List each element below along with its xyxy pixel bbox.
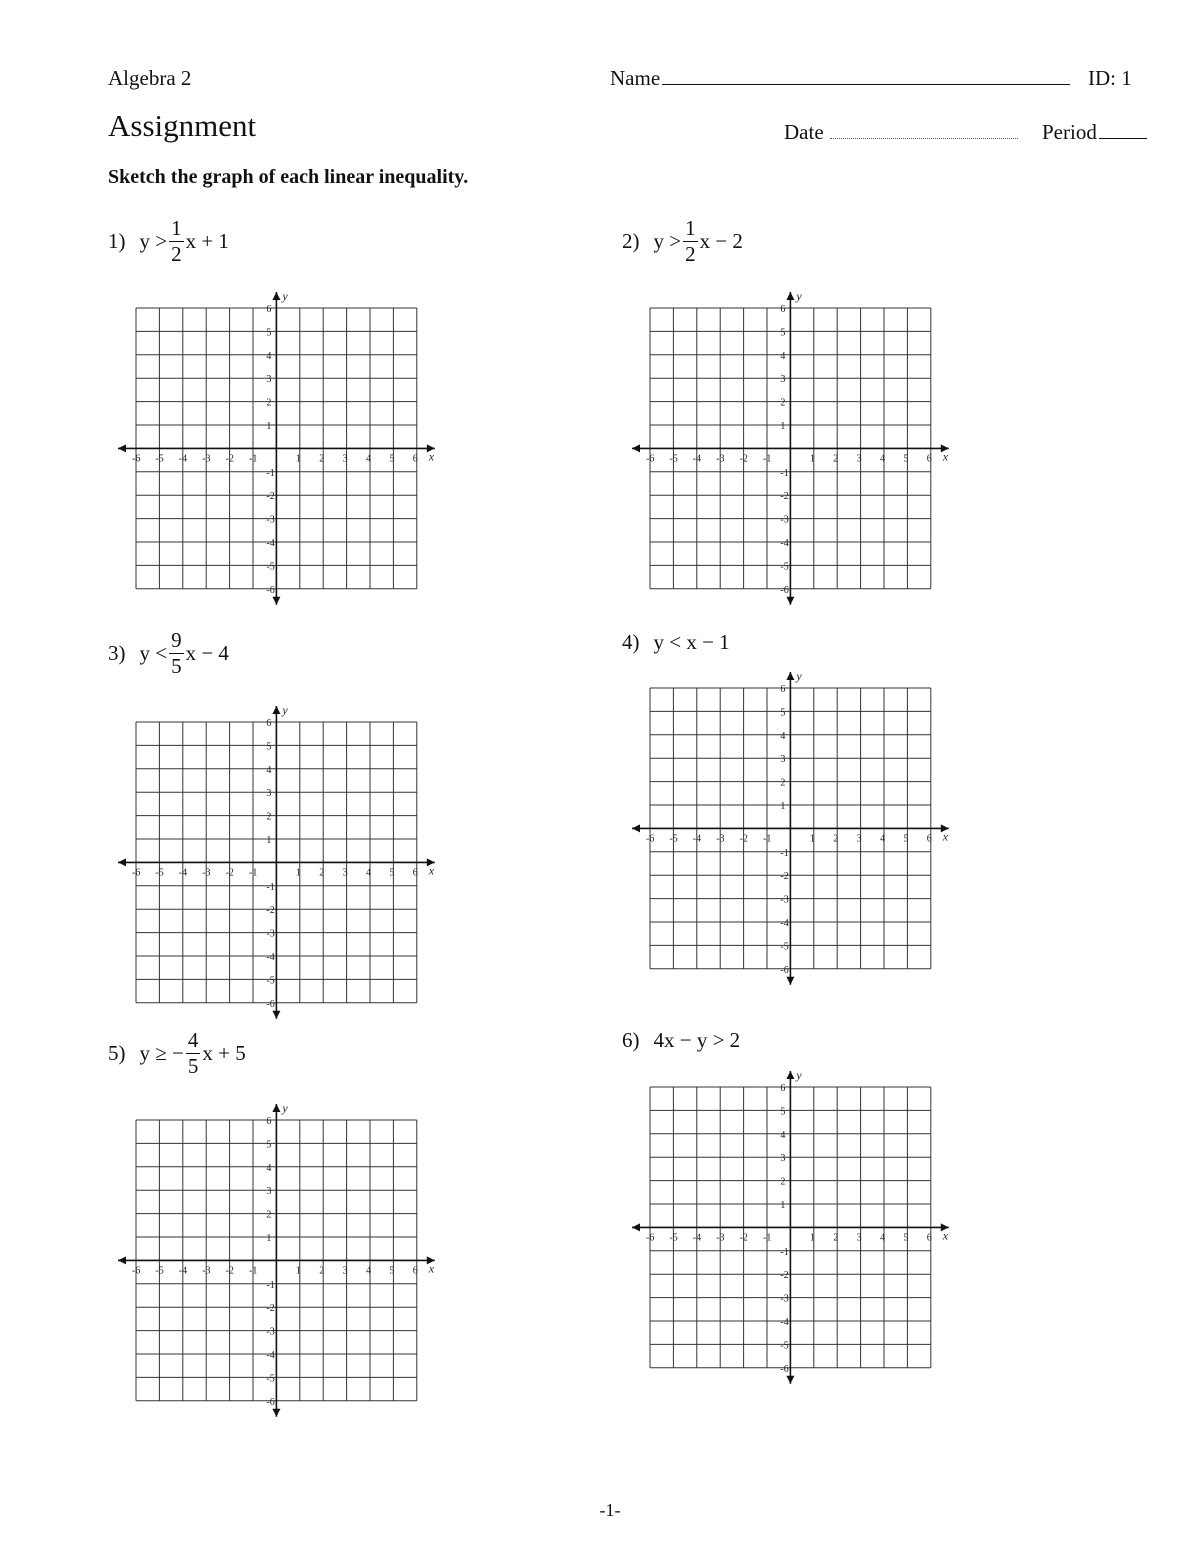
y-tick-label: 6 xyxy=(780,1083,786,1094)
y-tick-label: -3 xyxy=(780,514,789,526)
y-tick-label: 4 xyxy=(780,350,786,362)
y-axis-label: y xyxy=(282,1101,288,1115)
y-tick-label: 6 xyxy=(780,684,786,695)
x-tick-label: 4 xyxy=(366,1265,371,1277)
y-axis-arrow-up xyxy=(786,292,794,300)
x-tick-label: 5 xyxy=(903,1232,909,1244)
assignment-title: Assignment xyxy=(108,108,257,143)
fraction-denominator: 5 xyxy=(171,654,182,678)
x-tick-label: -1 xyxy=(249,453,258,465)
y-tick-label: 1 xyxy=(266,1233,272,1244)
problem-number: 2) xyxy=(622,229,640,253)
x-tick-label: 1 xyxy=(809,833,815,845)
y-tick-label: 5 xyxy=(780,327,786,339)
y-axis-arrow-up xyxy=(272,292,280,300)
y-axis-arrow-up xyxy=(272,706,280,714)
y-axis-label: y xyxy=(282,703,288,717)
x-tick-label: -3 xyxy=(716,453,725,465)
problem-number: 1) xyxy=(108,229,126,253)
y-tick-label: -3 xyxy=(266,1326,275,1338)
date-label: Date xyxy=(784,120,824,144)
fraction-numerator: 1 xyxy=(171,216,182,240)
fraction-denominator: 2 xyxy=(171,242,182,266)
y-tick-label: 2 xyxy=(780,397,786,409)
expression-prefix: y < xyxy=(139,641,168,665)
x-tick-label: -1 xyxy=(763,833,772,845)
grid-problem-1[interactable] xyxy=(118,289,435,605)
y-tick-label: -5 xyxy=(266,1373,275,1385)
x-tick-label: 2 xyxy=(319,867,325,879)
y-tick-label: 1 xyxy=(780,801,786,812)
y-tick-label: 4 xyxy=(780,1129,786,1141)
x-tick-label: 2 xyxy=(833,453,839,465)
x-tick-label: -3 xyxy=(202,1265,211,1277)
y-tick-label: 4 xyxy=(780,730,786,742)
page-number: -1- xyxy=(599,1500,621,1520)
y-axis-label: y xyxy=(796,669,802,683)
fraction-numerator: 9 xyxy=(171,628,182,652)
y-tick-label: -3 xyxy=(780,894,789,906)
x-tick-label: 6 xyxy=(926,833,932,845)
instructions: Sketch the graph of each linear inequality. xyxy=(108,166,469,188)
y-axis-arrow-down xyxy=(272,1011,280,1019)
grid-problem-5[interactable] xyxy=(118,1101,435,1417)
y-axis-arrow-down xyxy=(786,977,794,985)
y-tick-label: 2 xyxy=(780,1176,786,1188)
y-tick-label: 6 xyxy=(780,304,786,315)
y-tick-label: 3 xyxy=(780,1153,786,1165)
y-tick-label: 5 xyxy=(266,741,272,753)
y-tick-label: -5 xyxy=(780,561,789,573)
y-tick-label: -6 xyxy=(266,584,275,596)
y-axis-arrow-up xyxy=(786,672,794,680)
x-tick-label: -6 xyxy=(646,453,655,465)
x-tick-label: 3 xyxy=(856,1232,862,1244)
x-tick-label: 2 xyxy=(319,1265,325,1277)
y-tick-label: -5 xyxy=(780,1340,789,1352)
problem-number: 3) xyxy=(108,641,126,665)
expression-suffix: x + 5 xyxy=(202,1041,246,1065)
x-tick-label: 5 xyxy=(903,453,909,465)
x-tick-label: -5 xyxy=(669,833,678,845)
y-tick-label: -1 xyxy=(780,1246,789,1258)
problem-number: 4) xyxy=(622,630,640,654)
x-axis-arrow-left xyxy=(118,444,126,452)
x-tick-label: -1 xyxy=(763,1232,772,1244)
x-tick-label: 5 xyxy=(389,453,395,465)
y-tick-label: -1 xyxy=(780,467,789,479)
y-tick-label: 2 xyxy=(266,811,272,823)
y-tick-label: -2 xyxy=(266,1303,275,1315)
x-tick-label: 5 xyxy=(389,1265,395,1277)
y-tick-label: 1 xyxy=(780,421,786,432)
expression-text: 4x − y > 2 xyxy=(653,1028,741,1052)
x-tick-label: 1 xyxy=(295,1265,301,1277)
x-tick-label: 5 xyxy=(389,867,395,879)
x-tick-label: -4 xyxy=(692,1232,702,1244)
y-tick-label: -6 xyxy=(780,584,789,596)
x-axis-arrow-left xyxy=(118,1256,126,1264)
grid-problem-3[interactable] xyxy=(118,703,435,1019)
y-axis-label: y xyxy=(796,1068,802,1082)
x-axis-arrow-left xyxy=(632,1223,640,1231)
x-axis-label: x xyxy=(428,449,435,464)
x-tick-label: 6 xyxy=(926,1232,932,1244)
problem-number: 5) xyxy=(108,1041,126,1065)
x-tick-label: -5 xyxy=(669,1232,678,1244)
y-tick-label: 3 xyxy=(780,374,786,386)
fraction-denominator: 5 xyxy=(187,1054,199,1078)
y-tick-label: -6 xyxy=(780,964,789,976)
y-tick-label: 1 xyxy=(266,421,272,432)
y-axis-arrow-down xyxy=(786,597,794,605)
x-tick-label: 4 xyxy=(366,867,371,879)
expression-prefix: y ≥ − xyxy=(139,1041,184,1065)
x-tick-label: 4 xyxy=(880,833,885,845)
x-axis-label: x xyxy=(942,829,949,844)
y-tick-label: 6 xyxy=(266,304,272,315)
x-tick-label: -5 xyxy=(669,453,678,465)
x-tick-label: -3 xyxy=(716,1232,725,1244)
y-tick-label: -4 xyxy=(266,952,275,963)
y-tick-label: 3 xyxy=(266,374,272,386)
x-tick-label: 3 xyxy=(856,453,862,465)
x-tick-label: -2 xyxy=(225,1265,234,1277)
period-label: Period xyxy=(1042,120,1097,144)
x-tick-label: -1 xyxy=(249,1265,258,1277)
y-tick-label: -3 xyxy=(266,514,275,526)
x-axis-label: x xyxy=(942,1228,949,1243)
y-tick-label: -4 xyxy=(780,1317,789,1328)
x-tick-label: -6 xyxy=(646,1232,655,1244)
x-tick-label: -5 xyxy=(155,867,164,879)
y-tick-label: -4 xyxy=(780,538,789,549)
expression-suffix: x − 2 xyxy=(699,229,743,253)
y-tick-label: -3 xyxy=(266,928,275,940)
y-tick-label: -3 xyxy=(780,1293,789,1305)
x-tick-label: -2 xyxy=(739,453,748,465)
y-tick-label: -2 xyxy=(266,491,275,503)
x-tick-label: -5 xyxy=(155,1265,164,1277)
y-axis-label: y xyxy=(796,289,802,303)
fraction-numerator: 4 xyxy=(187,1028,199,1052)
course-name: Algebra 2 xyxy=(108,66,192,90)
y-tick-label: 5 xyxy=(266,327,272,339)
y-tick-label: 5 xyxy=(780,1106,786,1118)
x-tick-label: -4 xyxy=(178,453,188,465)
x-tick-label: -3 xyxy=(202,453,211,465)
x-tick-label: 3 xyxy=(342,453,348,465)
y-tick-label: 3 xyxy=(780,754,786,766)
x-tick-label: -3 xyxy=(202,867,211,879)
y-tick-label: -1 xyxy=(266,1279,275,1291)
x-tick-label: 6 xyxy=(926,453,932,465)
x-tick-label: 1 xyxy=(295,867,301,879)
y-tick-label: -2 xyxy=(780,871,789,883)
expression-text: y < x − 1 xyxy=(653,630,730,654)
y-tick-label: 4 xyxy=(266,764,272,776)
x-tick-label: 3 xyxy=(342,1265,348,1277)
y-tick-label: -2 xyxy=(780,1270,789,1282)
y-axis-arrow-down xyxy=(272,597,280,605)
fraction-denominator: 2 xyxy=(685,242,696,266)
y-tick-label: -4 xyxy=(266,538,275,549)
y-tick-label: -5 xyxy=(780,941,789,953)
x-tick-label: -6 xyxy=(132,1265,141,1277)
y-tick-label: 2 xyxy=(780,777,786,789)
y-tick-label: -2 xyxy=(780,491,789,503)
y-tick-label: -4 xyxy=(266,1350,275,1361)
y-axis-arrow-up xyxy=(786,1071,794,1079)
x-tick-label: 6 xyxy=(412,453,418,465)
x-tick-label: -4 xyxy=(692,453,702,465)
x-tick-label: -1 xyxy=(763,453,772,465)
y-tick-label: -4 xyxy=(780,918,789,929)
y-tick-label: -6 xyxy=(266,998,275,1010)
x-axis-arrow-left xyxy=(632,824,640,832)
x-tick-label: 1 xyxy=(809,453,815,465)
x-tick-label: -5 xyxy=(155,453,164,465)
y-tick-label: -1 xyxy=(780,847,789,859)
x-axis-label: x xyxy=(428,863,435,878)
x-tick-label: -4 xyxy=(178,1265,188,1277)
y-tick-label: -5 xyxy=(266,975,275,987)
id-label: ID: 1 xyxy=(1088,66,1132,90)
x-tick-label: -3 xyxy=(716,833,725,845)
y-tick-label: 6 xyxy=(266,1116,272,1127)
x-tick-label: -4 xyxy=(692,833,702,845)
y-tick-label: 3 xyxy=(266,1186,272,1198)
problem-number: 6) xyxy=(622,1028,640,1052)
x-tick-label: -2 xyxy=(225,453,234,465)
y-axis-label: y xyxy=(282,289,288,303)
expression-suffix: x + 1 xyxy=(185,229,229,253)
x-tick-label: -6 xyxy=(646,833,655,845)
x-tick-label: 5 xyxy=(903,833,909,845)
y-tick-label: -5 xyxy=(266,561,275,573)
x-tick-label: 2 xyxy=(319,453,325,465)
x-tick-label: -2 xyxy=(225,867,234,879)
y-tick-label: 2 xyxy=(266,397,272,409)
x-tick-label: 4 xyxy=(880,453,885,465)
y-tick-label: -1 xyxy=(266,881,275,893)
x-tick-label: 2 xyxy=(833,833,839,845)
x-axis-label: x xyxy=(942,449,949,464)
y-tick-label: 2 xyxy=(266,1209,272,1221)
y-tick-label: 3 xyxy=(266,788,272,800)
y-axis-arrow-down xyxy=(272,1409,280,1417)
x-tick-label: 6 xyxy=(412,1265,418,1277)
fraction-numerator: 1 xyxy=(685,216,696,240)
x-tick-label: -4 xyxy=(178,867,188,879)
y-tick-label: 1 xyxy=(266,835,272,846)
y-tick-label: 6 xyxy=(266,718,272,729)
expression-prefix: y > xyxy=(653,229,682,253)
x-axis-arrow-left xyxy=(118,858,126,866)
x-tick-label: 1 xyxy=(295,453,301,465)
name-label: Name xyxy=(610,66,661,90)
y-axis-arrow-up xyxy=(272,1104,280,1112)
expression-prefix: y > xyxy=(139,229,168,253)
x-tick-label: -6 xyxy=(132,453,141,465)
y-tick-label: 4 xyxy=(266,1162,272,1174)
y-tick-label: -1 xyxy=(266,467,275,479)
x-tick-label: -2 xyxy=(739,833,748,845)
x-tick-label: 1 xyxy=(809,1232,815,1244)
grid-problem-6[interactable] xyxy=(632,1068,949,1384)
y-tick-label: -6 xyxy=(780,1363,789,1375)
x-tick-label: 4 xyxy=(366,453,371,465)
x-axis-arrow-left xyxy=(632,444,640,452)
y-axis-arrow-down xyxy=(786,1376,794,1384)
y-tick-label: 4 xyxy=(266,350,272,362)
x-tick-label: -6 xyxy=(132,867,141,879)
x-tick-label: 6 xyxy=(412,867,418,879)
y-tick-label: -2 xyxy=(266,905,275,917)
y-tick-label: 5 xyxy=(266,1139,272,1151)
y-tick-label: 5 xyxy=(780,707,786,719)
grid-problem-2[interactable] xyxy=(632,289,949,605)
x-axis-label: x xyxy=(428,1261,435,1276)
x-tick-label: 4 xyxy=(880,1232,885,1244)
x-tick-label: 2 xyxy=(833,1232,839,1244)
x-tick-label: 3 xyxy=(856,833,862,845)
y-tick-label: -6 xyxy=(266,1396,275,1408)
x-tick-label: 3 xyxy=(342,867,348,879)
expression-suffix: x − 4 xyxy=(185,641,229,665)
grid-problem-4[interactable] xyxy=(632,669,949,985)
y-tick-label: 1 xyxy=(780,1200,786,1211)
x-tick-label: -2 xyxy=(739,1232,748,1244)
x-tick-label: -1 xyxy=(249,867,258,879)
